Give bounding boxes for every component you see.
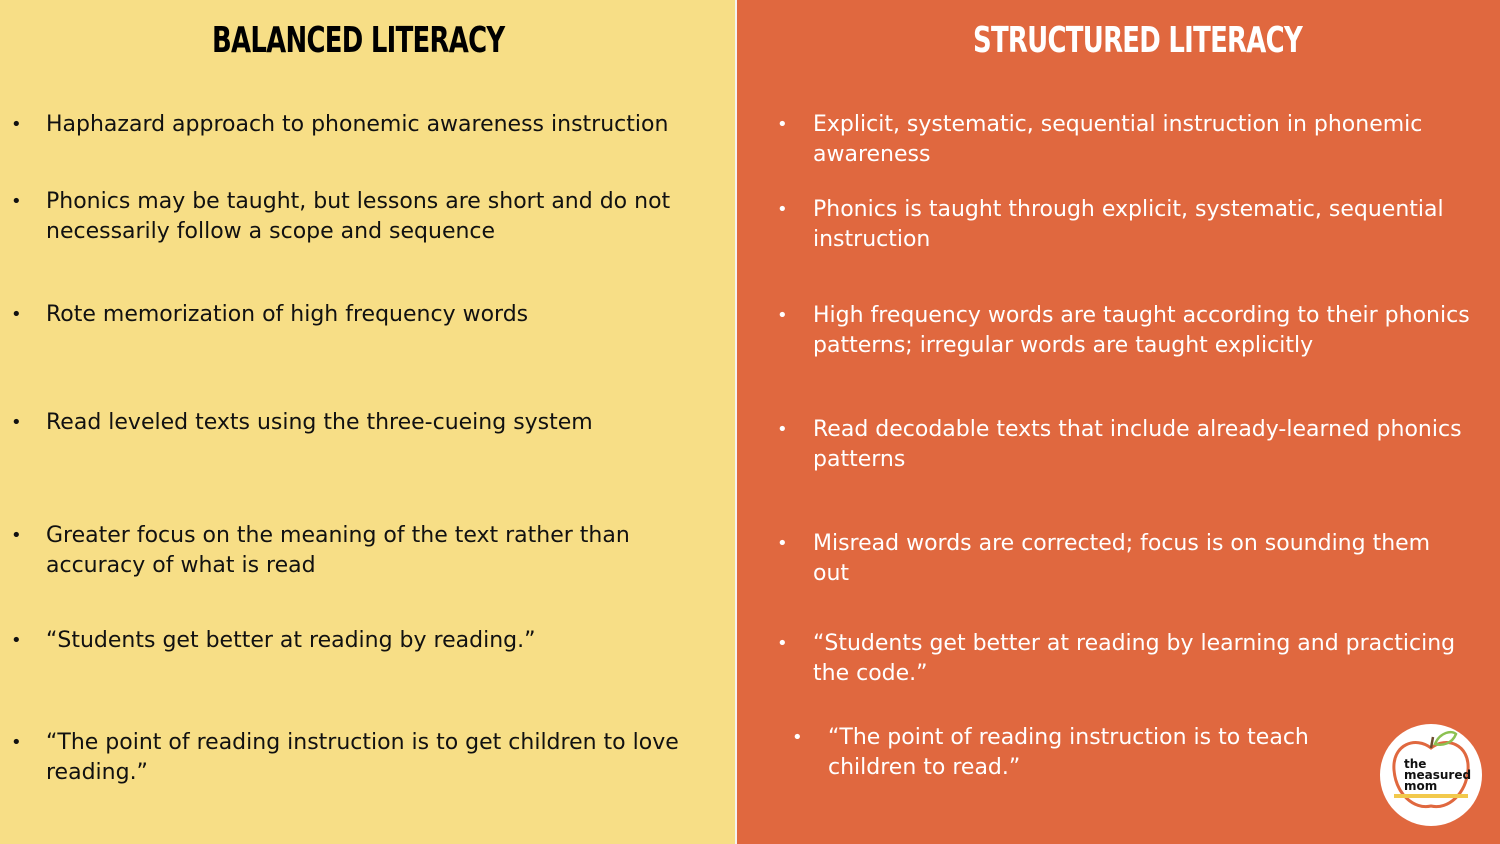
structured-item-misread-words: Misread words are corrected; focus is on sounding them out <box>813 531 1431 586</box>
balanced-literacy-title: BALANCED LITERACY <box>212 20 505 61</box>
structured-item-high-frequency-words: High frequency words are taught according to their phonics patterns; irregular words are taught explicitly <box>813 303 1470 358</box>
balanced-item-phonemic-awareness: Haphazard approach to phonemic awareness instruction <box>46 112 669 137</box>
bullet-marker: • <box>777 114 788 135</box>
bullet-marker: • <box>11 304 22 325</box>
bullet-marker: • <box>11 191 22 212</box>
bullet-marker: • <box>777 533 788 554</box>
balanced-item-quote-reading: “Students get better at reading by reading.” <box>46 628 536 653</box>
logo-text-the: the <box>1404 757 1427 771</box>
bullet-marker: • <box>777 419 788 440</box>
balanced-literacy-panel <box>0 0 736 844</box>
structured-item-decodable-texts: Read decodable texts that include already-learned phonics patterns <box>813 417 1462 472</box>
balanced-item-meaning-focus: Greater focus on the meaning of the text rather than accuracy of what is read <box>46 523 630 578</box>
structured-item-phonics: Phonics is taught through explicit, systematic, sequential instruction <box>813 197 1444 252</box>
bullet-marker: • <box>11 732 22 753</box>
bullet-marker: • <box>777 305 788 326</box>
bullet-marker: • <box>11 114 22 135</box>
balanced-item-quote-love-reading: “The point of reading instruction is to get children to love reading.” <box>46 730 679 785</box>
structured-item-quote-teach-reading: “The point of reading instruction is to teach children to read.” <box>828 725 1309 780</box>
structured-literacy-title: STRUCTURED LITERACY <box>973 20 1302 61</box>
structured-item-quote-learning-code: “Students get better at reading by learning and practicing the code.” <box>813 631 1456 686</box>
logo-text-mom: mom <box>1404 779 1438 793</box>
balanced-item-high-frequency-words: Rote memorization of high frequency words <box>46 302 529 327</box>
bullet-marker: • <box>11 630 22 651</box>
logo-text-measured: measured <box>1404 768 1472 782</box>
balanced-item-phonics: Phonics may be taught, but lessons are short and do not necessarily follow a scope and sequence <box>46 189 671 244</box>
bullet-marker: • <box>11 525 22 546</box>
bullet-marker: • <box>777 199 788 220</box>
balanced-item-leveled-texts: Read leveled texts using the three-cueing system <box>46 410 593 435</box>
structured-literacy-panel <box>737 0 1500 844</box>
bullet-marker: • <box>11 412 22 433</box>
bullet-marker: • <box>777 633 788 654</box>
bullet-marker: • <box>792 727 803 748</box>
structured-item-phonemic-awareness: Explicit, systematic, sequential instruction in phonemic awareness <box>813 112 1423 167</box>
measured-mom-logo <box>1380 724 1482 826</box>
